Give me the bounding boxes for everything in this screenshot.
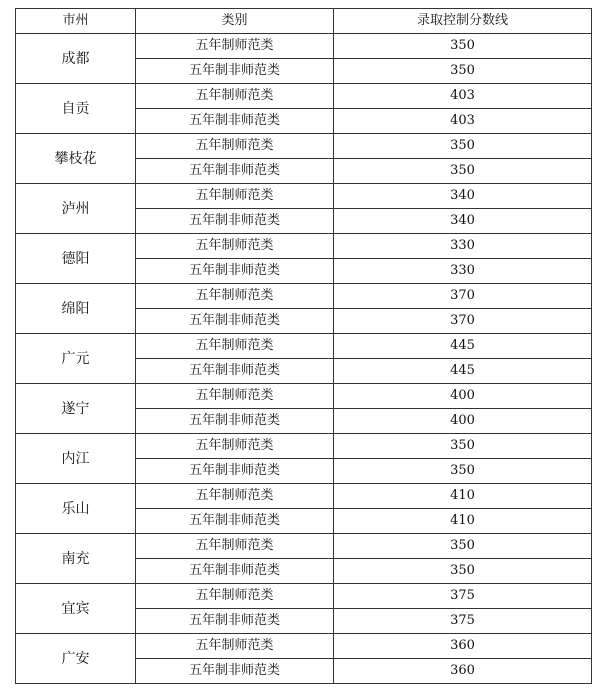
table-row xyxy=(16,84,592,109)
score-cell: 350 xyxy=(334,159,592,184)
category-cell: 五年制非师范类 xyxy=(136,509,334,534)
table-body xyxy=(16,34,592,684)
table-row xyxy=(16,234,592,259)
category-cell: 五年制非师范类 xyxy=(136,459,334,484)
category-cell: 五年制师范类 xyxy=(136,84,334,109)
city-cell: 乐山 xyxy=(16,484,136,534)
table-row xyxy=(16,634,592,659)
city-cell: 广安 xyxy=(16,634,136,684)
score-cell: 403 xyxy=(334,109,592,134)
score-cell: 445 xyxy=(334,359,592,384)
city-cell: 广元 xyxy=(16,334,136,384)
category-cell: 五年制非师范类 xyxy=(136,159,334,184)
category-cell: 五年制师范类 xyxy=(136,584,334,609)
table-row xyxy=(16,534,592,559)
score-cell: 330 xyxy=(334,259,592,284)
category-cell: 五年制非师范类 xyxy=(136,409,334,434)
city-cell: 泸州 xyxy=(16,184,136,234)
score-cell: 360 xyxy=(334,659,592,684)
table-row xyxy=(16,284,592,309)
score-cell: 410 xyxy=(334,509,592,534)
category-cell: 五年制师范类 xyxy=(136,534,334,559)
score-cell: 350 xyxy=(334,134,592,159)
header-score: 录取控制分数线 xyxy=(334,9,592,34)
score-cell: 350 xyxy=(334,34,592,59)
header-city: 市州 xyxy=(16,9,136,34)
city-cell: 南充 xyxy=(16,534,136,584)
admission-score-table xyxy=(15,8,592,684)
category-cell: 五年制非师范类 xyxy=(136,59,334,84)
city-cell: 内江 xyxy=(16,434,136,484)
score-cell: 400 xyxy=(334,409,592,434)
category-cell: 五年制非师范类 xyxy=(136,609,334,634)
category-cell: 五年制非师范类 xyxy=(136,659,334,684)
category-cell: 五年制师范类 xyxy=(136,184,334,209)
score-cell: 370 xyxy=(334,309,592,334)
score-cell: 350 xyxy=(334,434,592,459)
category-cell: 五年制非师范类 xyxy=(136,359,334,384)
category-cell: 五年制师范类 xyxy=(136,134,334,159)
category-cell: 五年制师范类 xyxy=(136,384,334,409)
city-cell: 攀枝花 xyxy=(16,134,136,184)
city-cell: 遂宁 xyxy=(16,384,136,434)
table-row xyxy=(16,434,592,459)
table-row xyxy=(16,584,592,609)
city-cell: 成都 xyxy=(16,34,136,84)
category-cell: 五年制非师范类 xyxy=(136,109,334,134)
score-cell: 340 xyxy=(334,209,592,234)
score-cell: 375 xyxy=(334,609,592,634)
city-cell: 自贡 xyxy=(16,84,136,134)
table-row xyxy=(16,134,592,159)
category-cell: 五年制师范类 xyxy=(136,434,334,459)
score-cell: 410 xyxy=(334,484,592,509)
city-cell: 绵阳 xyxy=(16,284,136,334)
score-cell: 403 xyxy=(334,84,592,109)
category-cell: 五年制非师范类 xyxy=(136,259,334,284)
score-cell: 350 xyxy=(334,59,592,84)
category-cell: 五年制师范类 xyxy=(136,634,334,659)
category-cell: 五年制非师范类 xyxy=(136,309,334,334)
score-cell: 340 xyxy=(334,184,592,209)
city-cell: 德阳 xyxy=(16,234,136,284)
category-cell: 五年制非师范类 xyxy=(136,209,334,234)
category-cell: 五年制师范类 xyxy=(136,234,334,259)
table-row xyxy=(16,484,592,509)
table-header-row xyxy=(16,9,592,34)
score-cell: 370 xyxy=(334,284,592,309)
score-cell: 445 xyxy=(334,334,592,359)
category-cell: 五年制非师范类 xyxy=(136,559,334,584)
category-cell: 五年制师范类 xyxy=(136,284,334,309)
category-cell: 五年制师范类 xyxy=(136,34,334,59)
table-row xyxy=(16,384,592,409)
score-cell: 350 xyxy=(334,534,592,559)
score-cell: 360 xyxy=(334,634,592,659)
category-cell: 五年制师范类 xyxy=(136,334,334,359)
score-cell: 400 xyxy=(334,384,592,409)
score-cell: 350 xyxy=(334,459,592,484)
score-cell: 330 xyxy=(334,234,592,259)
table-row xyxy=(16,184,592,209)
score-cell: 350 xyxy=(334,559,592,584)
score-cell: 375 xyxy=(334,584,592,609)
table-row xyxy=(16,34,592,59)
table-row xyxy=(16,334,592,359)
header-category: 类别 xyxy=(136,9,334,34)
city-cell: 宜宾 xyxy=(16,584,136,634)
category-cell: 五年制师范类 xyxy=(136,484,334,509)
